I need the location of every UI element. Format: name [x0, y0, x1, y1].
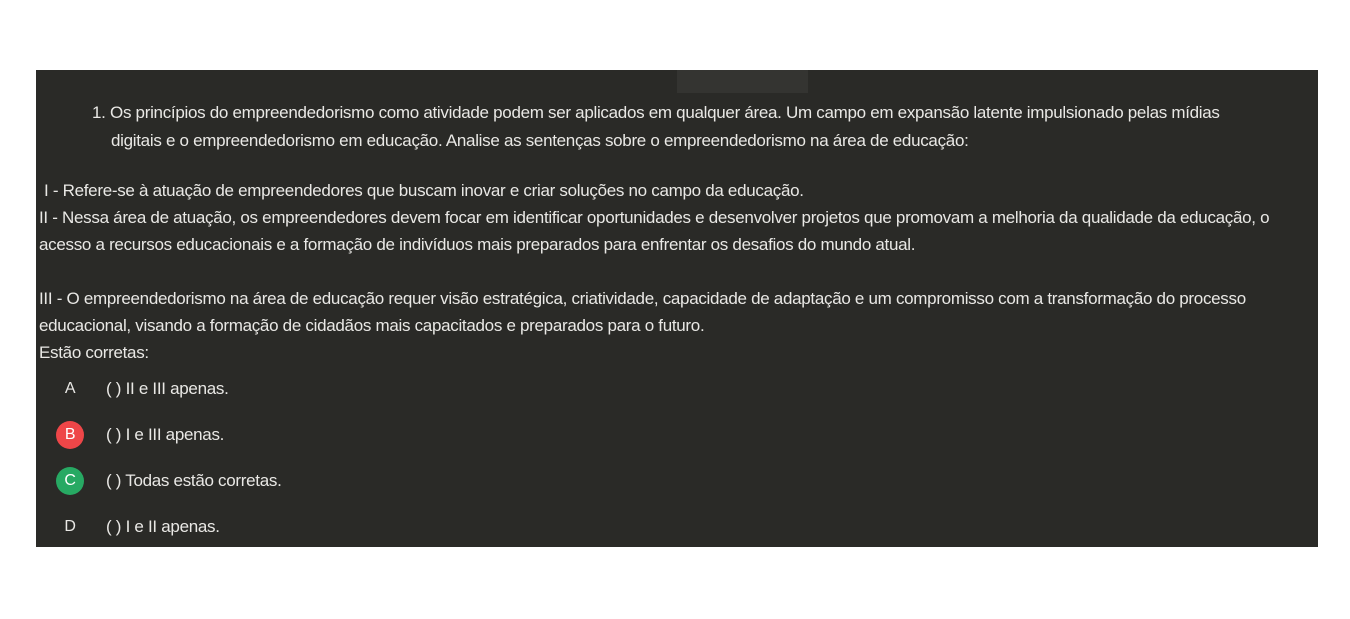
statement-1: I - Refere-se à atuação de empreendedores que buscam inovar e criar soluções no campo da educação.	[44, 181, 804, 200]
option-b-text: ( ) I e III apenas.	[106, 425, 225, 444]
option-row-c[interactable]	[36, 458, 1318, 504]
question-number: 1.	[92, 103, 106, 122]
option-d-letter: D	[64, 518, 76, 535]
panel-top-tab	[677, 70, 808, 93]
option-c-text: ( ) Todas estão corretas.	[106, 471, 282, 490]
option-d-text: ( ) I e II apenas.	[106, 517, 220, 536]
option-row-a[interactable]	[36, 366, 1318, 412]
option-a-letter: A	[64, 380, 76, 397]
statement-2: II - Nessa área de atuação, os empreendedores devem focar em identificar oportunidades e desenvolver projetos que promovam a melhoria da qualidade da educação, o acesso a recursos educacionais e a formação de indivíduos mais preparados para enfrentar os desafios do mundo atual.	[39, 208, 1270, 254]
option-row-b[interactable]	[36, 412, 1318, 458]
option-b-letter: B	[56, 421, 84, 449]
question-panel	[36, 70, 1318, 547]
answer-prompt: Estão corretas:	[39, 343, 149, 362]
option-a-text: ( ) II e III apenas.	[106, 379, 229, 398]
statement-3: III - O empreendedorismo na área de educação requer visão estratégica, criatividade, capacidade de adaptação e um compromisso com a transformação do processo educacional, visando a formação de cidadãos mais capacitados e preparados para o futuro.	[39, 289, 1246, 335]
option-row-d[interactable]	[36, 504, 1318, 547]
statements-block	[36, 177, 1318, 366]
question-body: Os princípios do empreendedorismo como atividade podem ser aplicados em qualquer área. Um campo em expansão latente impulsionado pelas mídias digitais e o empreendedorismo em educação. Analise as sentenças sobre o empreendedorismo na área de educação:	[110, 103, 1220, 150]
question-text	[36, 99, 1270, 155]
option-c-letter: C	[56, 467, 84, 495]
options-list	[36, 366, 1318, 547]
